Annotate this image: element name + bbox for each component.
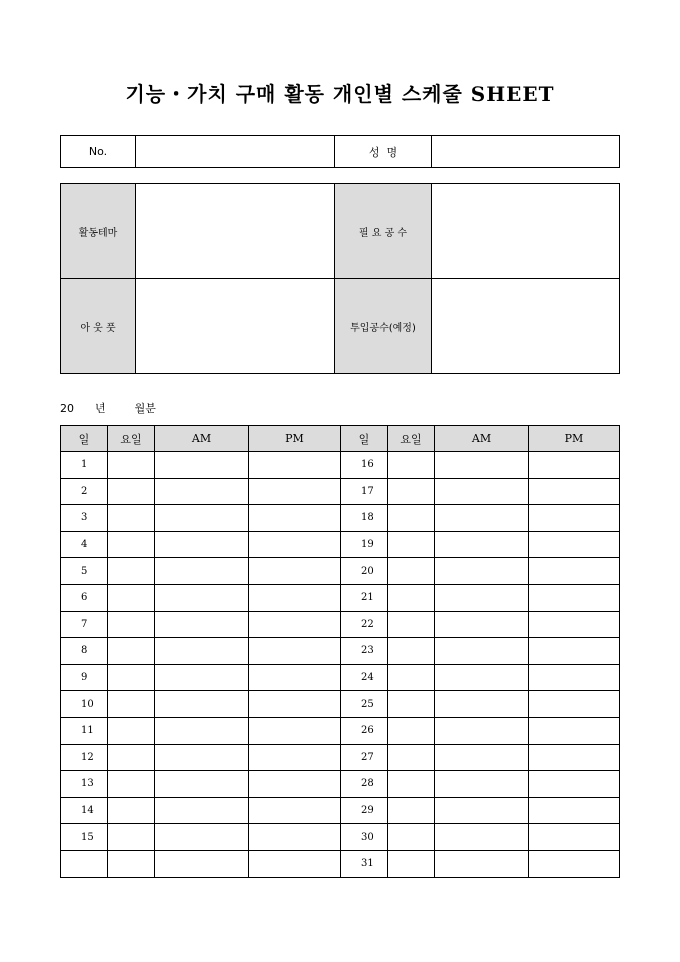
am-left-cell[interactable] [155, 558, 249, 585]
am-left-cell[interactable] [155, 611, 249, 638]
am-left-cell[interactable] [155, 584, 249, 611]
weekday-right-cell[interactable] [388, 452, 435, 479]
weekday-right-cell[interactable] [388, 531, 435, 558]
table-row [61, 452, 620, 479]
am-left-cell[interactable] [155, 531, 249, 558]
table-row [61, 771, 620, 798]
pm-right-cell[interactable] [529, 478, 620, 505]
period-line [60, 400, 156, 416]
weekday-right-cell[interactable] [388, 558, 435, 585]
pm-left-cell[interactable] [249, 638, 341, 665]
weekday-right-cell[interactable] [388, 797, 435, 824]
weekday-left-cell[interactable] [108, 584, 155, 611]
weekday-right-cell[interactable] [388, 744, 435, 771]
day-right: 30 [341, 824, 388, 851]
schedule-table [60, 425, 620, 878]
pm-left-cell[interactable] [249, 478, 341, 505]
am-left-cell[interactable] [155, 850, 249, 877]
day-left: 12 [61, 744, 108, 771]
day-right: 23 [341, 638, 388, 665]
table-row [61, 531, 620, 558]
pm-left-cell[interactable] [249, 664, 341, 691]
required-label: 필 요 공 수 [335, 184, 432, 279]
am-right-cell[interactable] [435, 505, 529, 532]
theme-field[interactable] [136, 184, 335, 279]
required-field[interactable] [432, 184, 620, 279]
am-left-cell[interactable] [155, 824, 249, 851]
page-title: 기능・가치 구매 활동 개인별 스케줄 SHEET [125, 82, 555, 106]
year-suffix: 년 [95, 402, 106, 415]
am-right-cell[interactable] [435, 452, 529, 479]
year-prefix: 20 [60, 402, 74, 415]
am-right-cell[interactable] [435, 531, 529, 558]
day-right: 26 [341, 717, 388, 744]
table-row [61, 478, 620, 505]
am-left-cell[interactable] [155, 452, 249, 479]
day-left: 11 [61, 717, 108, 744]
day-left: 8 [61, 638, 108, 665]
pm-left-cell[interactable] [249, 531, 341, 558]
day-left: 1 [61, 452, 108, 479]
pm-right-cell[interactable] [529, 717, 620, 744]
am-left-cell[interactable] [155, 797, 249, 824]
day-right: 20 [341, 558, 388, 585]
day-left: 13 [61, 771, 108, 798]
pm-right-cell[interactable] [529, 558, 620, 585]
day-left: 2 [61, 478, 108, 505]
pm-right-cell[interactable] [529, 850, 620, 877]
weekday-left-cell[interactable] [108, 797, 155, 824]
pm-left-cell[interactable] [249, 850, 341, 877]
col-am-left: AM [155, 426, 249, 452]
am-left-cell[interactable] [155, 691, 249, 718]
pm-left-cell[interactable] [249, 717, 341, 744]
pm-left-cell[interactable] [249, 452, 341, 479]
am-right-cell[interactable] [435, 664, 529, 691]
weekday-left-cell[interactable] [108, 771, 155, 798]
am-right-cell[interactable] [435, 771, 529, 798]
table-row [61, 850, 620, 877]
col-day-left: 일 [61, 426, 108, 452]
day-right: 16 [341, 452, 388, 479]
day-left [61, 850, 108, 877]
table-row [61, 584, 620, 611]
pm-right-cell[interactable] [529, 638, 620, 665]
day-right: 19 [341, 531, 388, 558]
weekday-left-cell[interactable] [108, 478, 155, 505]
theme-label: 활동테마 [61, 184, 136, 279]
weekday-left-cell[interactable] [108, 664, 155, 691]
weekday-left-cell[interactable] [108, 638, 155, 665]
col-weekday-left: 요일 [108, 426, 155, 452]
weekday-left-cell[interactable] [108, 824, 155, 851]
day-left: 5 [61, 558, 108, 585]
day-right: 31 [341, 850, 388, 877]
pm-right-cell[interactable] [529, 744, 620, 771]
weekday-right-cell[interactable] [388, 638, 435, 665]
planned-field[interactable] [432, 279, 620, 374]
am-left-cell[interactable] [155, 505, 249, 532]
day-left: 9 [61, 664, 108, 691]
weekday-left-cell[interactable] [108, 744, 155, 771]
weekday-right-cell[interactable] [388, 664, 435, 691]
table-row [61, 691, 620, 718]
day-right: 27 [341, 744, 388, 771]
col-weekday-right: 요일 [388, 426, 435, 452]
table-row [61, 638, 620, 665]
am-left-cell[interactable] [155, 664, 249, 691]
info-table [60, 183, 620, 374]
am-right-cell[interactable] [435, 584, 529, 611]
pm-right-cell[interactable] [529, 771, 620, 798]
name-field[interactable] [432, 136, 620, 168]
am-right-cell[interactable] [435, 691, 529, 718]
weekday-left-cell[interactable] [108, 717, 155, 744]
am-right-cell[interactable] [435, 558, 529, 585]
weekday-left-cell[interactable] [108, 850, 155, 877]
no-field[interactable] [136, 136, 335, 168]
pm-left-cell[interactable] [249, 744, 341, 771]
day-right: 21 [341, 584, 388, 611]
col-am-right: AM [435, 426, 529, 452]
am-left-cell[interactable] [155, 478, 249, 505]
day-left: 15 [61, 824, 108, 851]
output-label: 아 웃 풋 [61, 279, 136, 374]
weekday-right-cell[interactable] [388, 478, 435, 505]
day-left: 3 [61, 505, 108, 532]
am-right-cell[interactable] [435, 611, 529, 638]
weekday-right-cell[interactable] [388, 771, 435, 798]
pm-right-cell[interactable] [529, 531, 620, 558]
pm-right-cell[interactable] [529, 691, 620, 718]
table-row [61, 558, 620, 585]
pm-left-cell[interactable] [249, 824, 341, 851]
day-right: 22 [341, 611, 388, 638]
day-right: 24 [341, 664, 388, 691]
pm-right-cell[interactable] [529, 584, 620, 611]
day-left: 4 [61, 531, 108, 558]
am-left-cell[interactable] [155, 771, 249, 798]
pm-left-cell[interactable] [249, 584, 341, 611]
pm-left-cell[interactable] [249, 771, 341, 798]
weekday-right-cell[interactable] [388, 505, 435, 532]
weekday-right-cell[interactable] [388, 691, 435, 718]
pm-right-cell[interactable] [529, 452, 620, 479]
am-right-cell[interactable] [435, 744, 529, 771]
pm-right-cell[interactable] [529, 824, 620, 851]
am-left-cell[interactable] [155, 744, 249, 771]
col-day-right: 일 [341, 426, 388, 452]
weekday-right-cell[interactable] [388, 584, 435, 611]
month-suffix: 월분 [134, 402, 156, 415]
table-row [61, 664, 620, 691]
am-right-cell[interactable] [435, 850, 529, 877]
table-row [61, 505, 620, 532]
day-left: 10 [61, 691, 108, 718]
pm-right-cell[interactable] [529, 664, 620, 691]
am-right-cell[interactable] [435, 824, 529, 851]
am-left-cell[interactable] [155, 717, 249, 744]
name-label: 성 명 [335, 136, 432, 168]
weekday-left-cell[interactable] [108, 531, 155, 558]
weekday-left-cell[interactable] [108, 452, 155, 479]
am-right-cell[interactable] [435, 797, 529, 824]
pm-left-cell[interactable] [249, 691, 341, 718]
col-pm-right: PM [529, 426, 620, 452]
pm-left-cell[interactable] [249, 797, 341, 824]
day-right: 28 [341, 771, 388, 798]
day-right: 25 [341, 691, 388, 718]
table-row [61, 744, 620, 771]
pm-left-cell[interactable] [249, 558, 341, 585]
weekday-right-cell[interactable] [388, 611, 435, 638]
day-right: 17 [341, 478, 388, 505]
planned-label: 투입공수(예정) [335, 279, 432, 374]
table-row [61, 824, 620, 851]
pm-left-cell[interactable] [249, 505, 341, 532]
pm-right-cell[interactable] [529, 797, 620, 824]
day-left: 7 [61, 611, 108, 638]
schedule-header-row [61, 426, 620, 452]
day-right: 29 [341, 797, 388, 824]
col-pm-left: PM [249, 426, 341, 452]
weekday-left-cell[interactable] [108, 505, 155, 532]
am-left-cell[interactable] [155, 638, 249, 665]
weekday-right-cell[interactable] [388, 717, 435, 744]
am-right-cell[interactable] [435, 638, 529, 665]
table-row [61, 611, 620, 638]
weekday-right-cell[interactable] [388, 824, 435, 851]
table-row [61, 717, 620, 744]
day-left: 14 [61, 797, 108, 824]
weekday-left-cell[interactable] [108, 611, 155, 638]
day-right: 18 [341, 505, 388, 532]
am-right-cell[interactable] [435, 478, 529, 505]
no-label: No. [61, 136, 136, 168]
am-right-cell[interactable] [435, 717, 529, 744]
header-table [60, 135, 620, 168]
weekday-right-cell[interactable] [388, 850, 435, 877]
weekday-left-cell[interactable] [108, 691, 155, 718]
pm-right-cell[interactable] [529, 611, 620, 638]
weekday-left-cell[interactable] [108, 558, 155, 585]
day-left: 6 [61, 584, 108, 611]
output-field[interactable] [136, 279, 335, 374]
table-row [61, 797, 620, 824]
pm-right-cell[interactable] [529, 505, 620, 532]
pm-left-cell[interactable] [249, 611, 341, 638]
